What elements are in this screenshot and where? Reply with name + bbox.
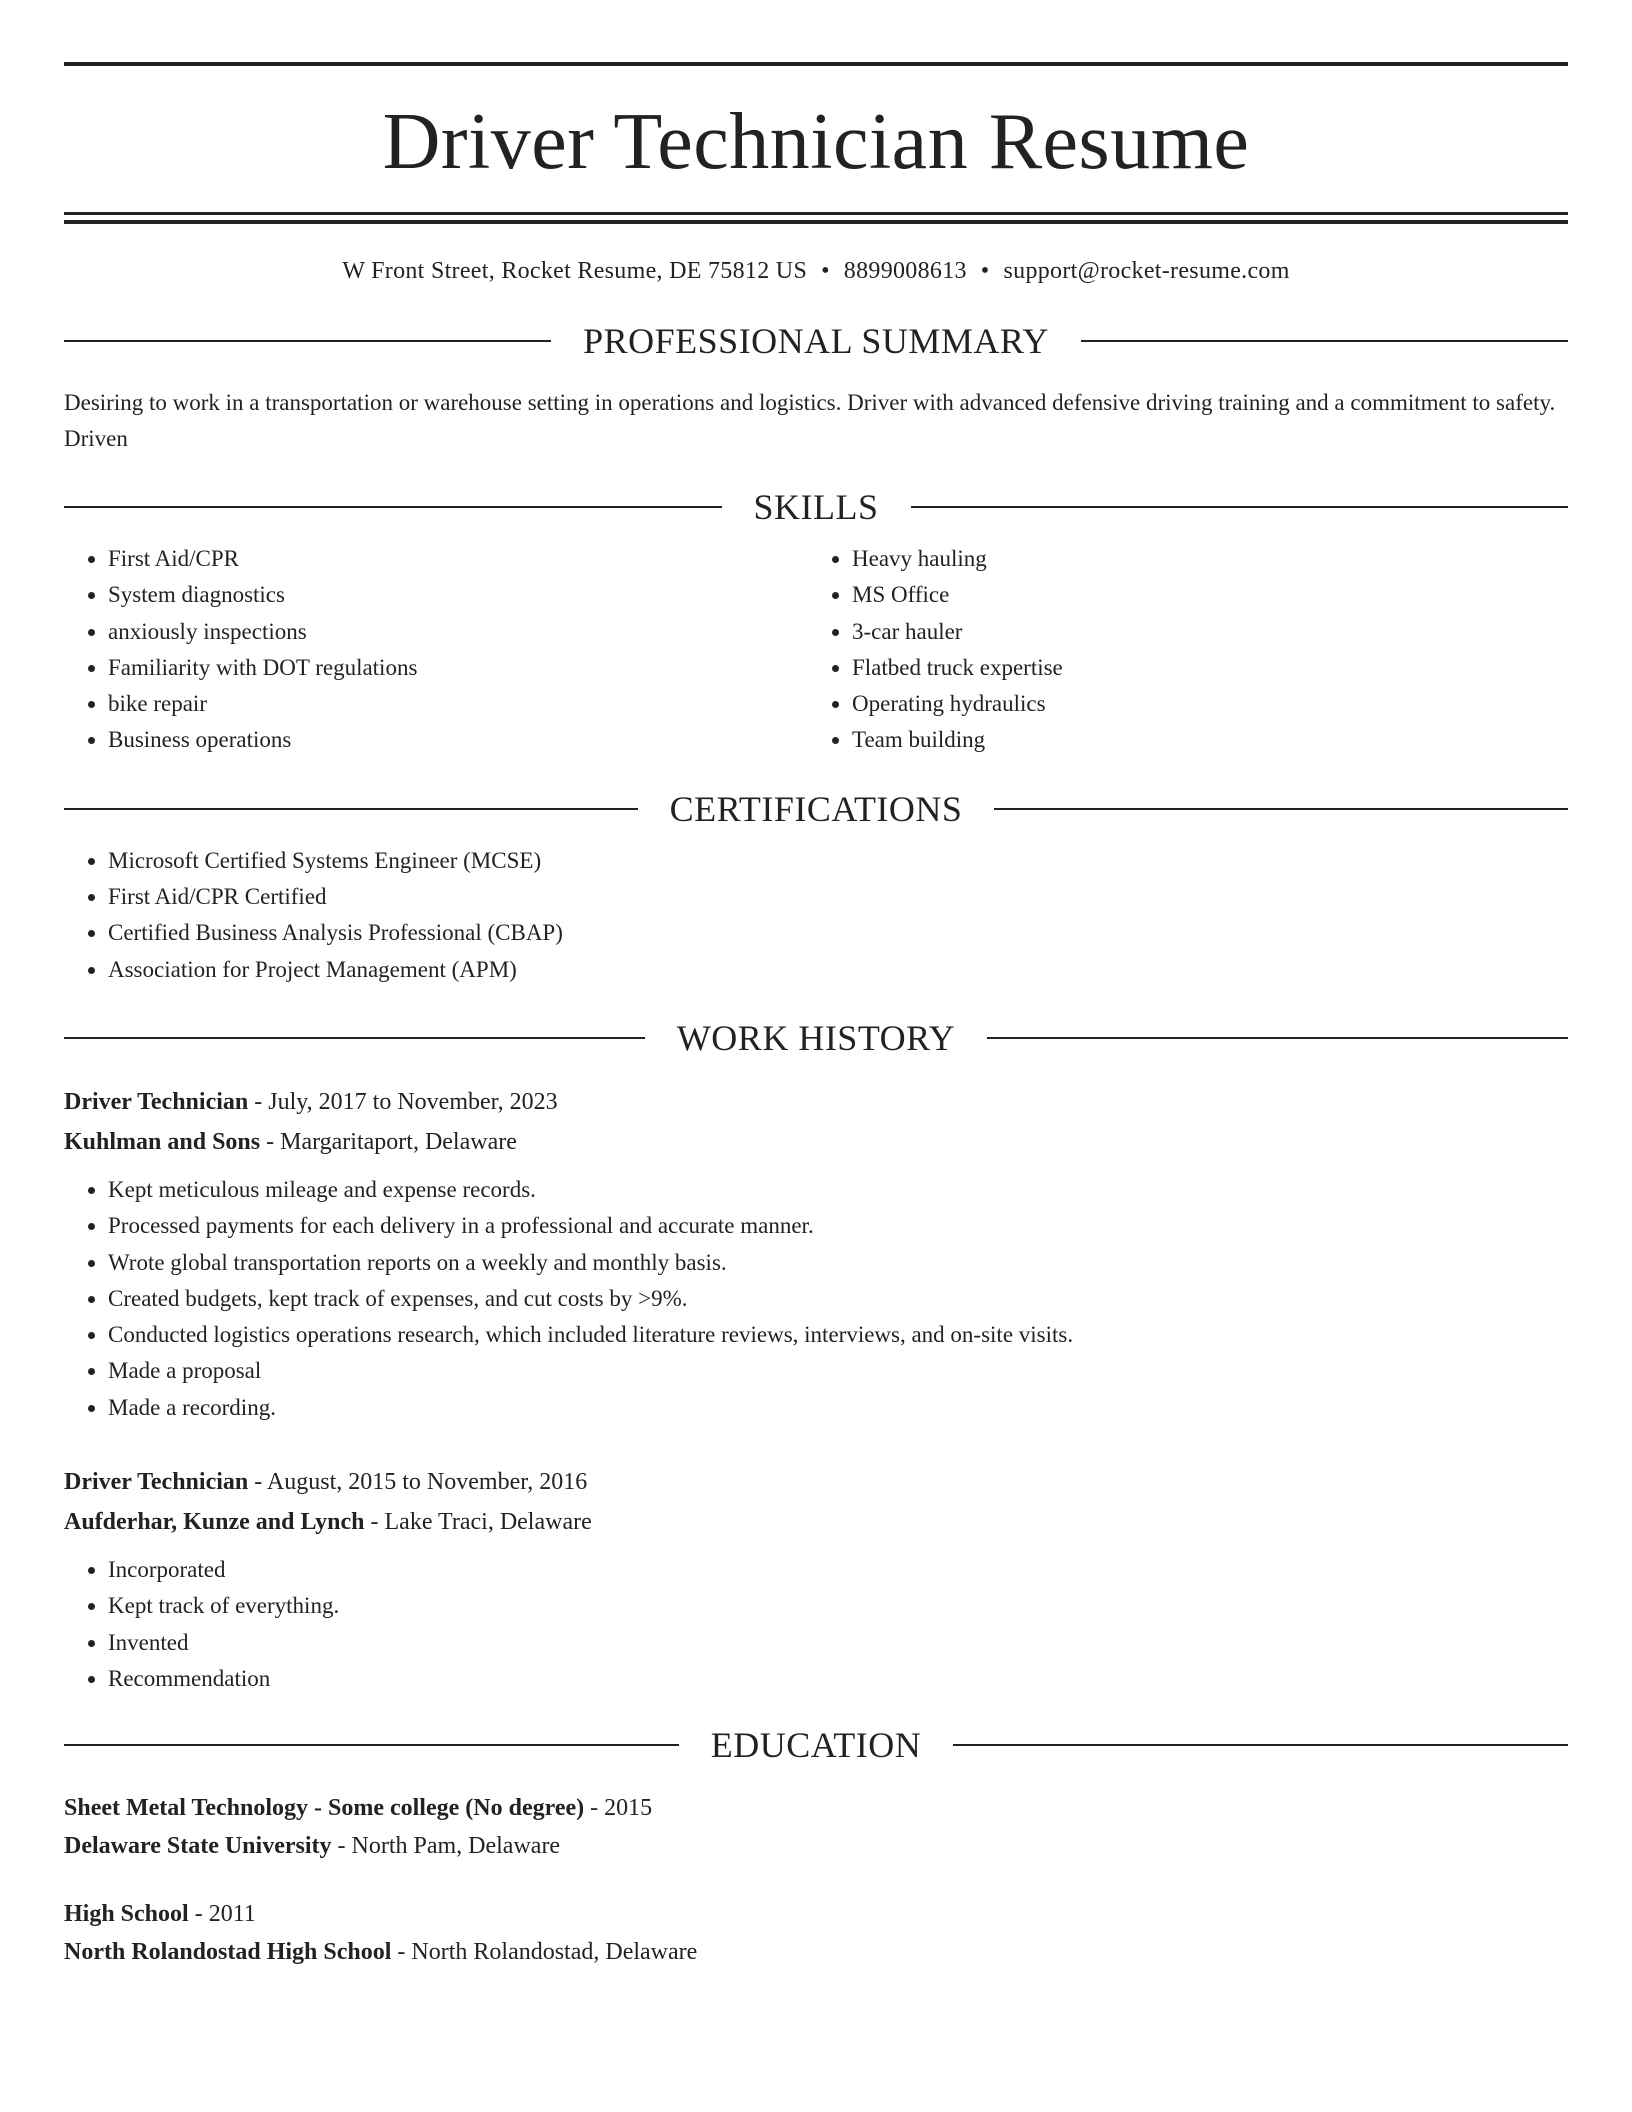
contact-email: support@rocket-resume.com: [1003, 258, 1290, 284]
job-company-line: [64, 1502, 1568, 1542]
contact-address: W Front Street, Rocket Resume, DE 75812 US: [342, 258, 808, 284]
skill-item: • First Aid/CPR: [108, 541, 806, 577]
skill-item: • Business operations: [108, 722, 806, 758]
certifications-list: [64, 843, 1568, 988]
skill-item: • Team building: [852, 722, 1548, 758]
heading-rule: [64, 808, 638, 810]
job-duty: • Kept meticulous mileage and expense records.: [108, 1172, 1568, 1208]
education-school: Delaware State University: [64, 1833, 332, 1860]
education-entry: [64, 1789, 1568, 1865]
skill-item: • Heavy hauling: [852, 541, 1548, 577]
skill-item: • anxiously inspections: [108, 614, 806, 650]
job-title-line: [64, 1082, 1568, 1122]
section-heading-summary: [64, 323, 1568, 359]
skills-list-left: [64, 541, 806, 759]
resume-title: Driver Technician Resume: [382, 98, 1250, 186]
section-heading-certifications: [64, 788, 1568, 829]
section-title: WORK HISTORY: [676, 1017, 956, 1058]
skills-list-right: [806, 541, 1548, 759]
heading-rule: [64, 506, 722, 508]
heading-rule: [911, 506, 1569, 508]
summary-text: Desiring to work in a transportation or warehouse setting in operations and logistics. Driver with advanced defensive driving training and a commitment to safety. Driven: [64, 390, 1556, 451]
contact-line: [64, 258, 1568, 285]
skill-item: • Operating hydraulics: [852, 686, 1548, 722]
education-degree-line: [64, 1789, 1568, 1827]
section-heading-work-history: [64, 1017, 1568, 1058]
education-location: - North Rolandostad, Delaware: [391, 1939, 698, 1966]
job-duty: • Incorporated: [108, 1552, 1568, 1588]
job-duty: • Made a proposal: [108, 1353, 1568, 1389]
job-location: - Margaritaport, Delaware: [260, 1128, 517, 1155]
job-duty: • Processed payments for each delivery in a professional and accurate manner.: [108, 1208, 1568, 1244]
section-title: PROFESSIONAL SUMMARY: [583, 321, 1049, 361]
job-company-line: [64, 1122, 1568, 1162]
education-year: - 2015: [584, 1795, 653, 1822]
top-rule: [64, 62, 1568, 66]
contact-separator: •: [821, 258, 830, 284]
job-title-line: [64, 1462, 1568, 1502]
job-company: Aufderhar, Kunze and Lynch: [64, 1509, 365, 1536]
job-duty: • Conducted logistics operations research, which included literature reviews, interviews, and on-site visits.: [108, 1317, 1568, 1353]
resume-page: [64, 0, 1568, 1971]
education-year: - 2011: [188, 1901, 256, 1928]
section-title: CERTIFICATIONS: [669, 788, 963, 829]
certification-item: • First Aid/CPR Certified: [108, 879, 1568, 915]
skill-item: • System diagnostics: [108, 577, 806, 613]
job-duties-list: [64, 1172, 1568, 1426]
job-dates: - August, 2015 to November, 2016: [248, 1469, 588, 1496]
contact-phone: 8899008613: [843, 258, 967, 284]
section-title: SKILLS: [753, 487, 879, 527]
job-duty: • Invented: [108, 1625, 1568, 1661]
heading-rule: [64, 1037, 645, 1039]
job-entry: [64, 1462, 1568, 1697]
job-duty: • Wrote global transportation reports on a weekly and monthly basis.: [108, 1245, 1568, 1281]
skill-item: • Familiarity with DOT regulations: [108, 650, 806, 686]
skills-columns: [64, 525, 1568, 759]
job-duty: • Created budgets, kept track of expenses, and cut costs by >9%.: [108, 1281, 1568, 1317]
heading-rule: [1081, 340, 1568, 342]
section-title: EDUCATION: [710, 1725, 922, 1766]
job-duties-list: [64, 1552, 1568, 1697]
education-school-line: [64, 1827, 1568, 1865]
job-entry: [64, 1082, 1568, 1426]
education-school: North Rolandostad High School: [64, 1939, 392, 1966]
job-duty: • Kept track of everything.: [108, 1588, 1568, 1624]
education-degree: High School: [64, 1901, 189, 1928]
skill-item: • 3-car hauler: [852, 614, 1548, 650]
section-heading-education: [64, 1725, 1568, 1766]
skill-item: • bike repair: [108, 686, 806, 722]
education-degree-line: [64, 1895, 1568, 1933]
heading-rule: [953, 1744, 1568, 1746]
section-heading-skills: [64, 489, 1568, 525]
education-location: - North Pam, Delaware: [331, 1833, 561, 1860]
job-duty: • Made a recording.: [108, 1390, 1568, 1426]
job-title: Driver Technician: [64, 1469, 249, 1496]
title-double-rule: [64, 212, 1568, 224]
heading-rule: [994, 808, 1568, 810]
heading-rule: [987, 1037, 1568, 1039]
education-degree: Sheet Metal Technology - Some college (No degree): [64, 1795, 585, 1822]
heading-rule: [64, 340, 551, 342]
skill-item: • Flatbed truck expertise: [852, 650, 1548, 686]
education-entry: [64, 1895, 1568, 1971]
certification-item: • Association for Project Management (APM): [108, 952, 1568, 988]
skill-item: • MS Office: [852, 577, 1548, 613]
job-title: Driver Technician: [64, 1088, 249, 1115]
certification-item: • Microsoft Certified Systems Engineer (MCSE): [108, 843, 1568, 879]
education-school-line: [64, 1933, 1568, 1971]
contact-separator: •: [980, 258, 990, 284]
job-duty: • Recommendation: [108, 1661, 1568, 1697]
certification-item: • Certified Business Analysis Professional (CBAP): [108, 915, 1568, 951]
job-location: - Lake Traci, Delaware: [364, 1509, 592, 1536]
job-dates: - July, 2017 to November, 2023: [248, 1088, 558, 1115]
heading-rule: [64, 1744, 679, 1746]
job-company: Kuhlman and Sons: [64, 1128, 261, 1155]
